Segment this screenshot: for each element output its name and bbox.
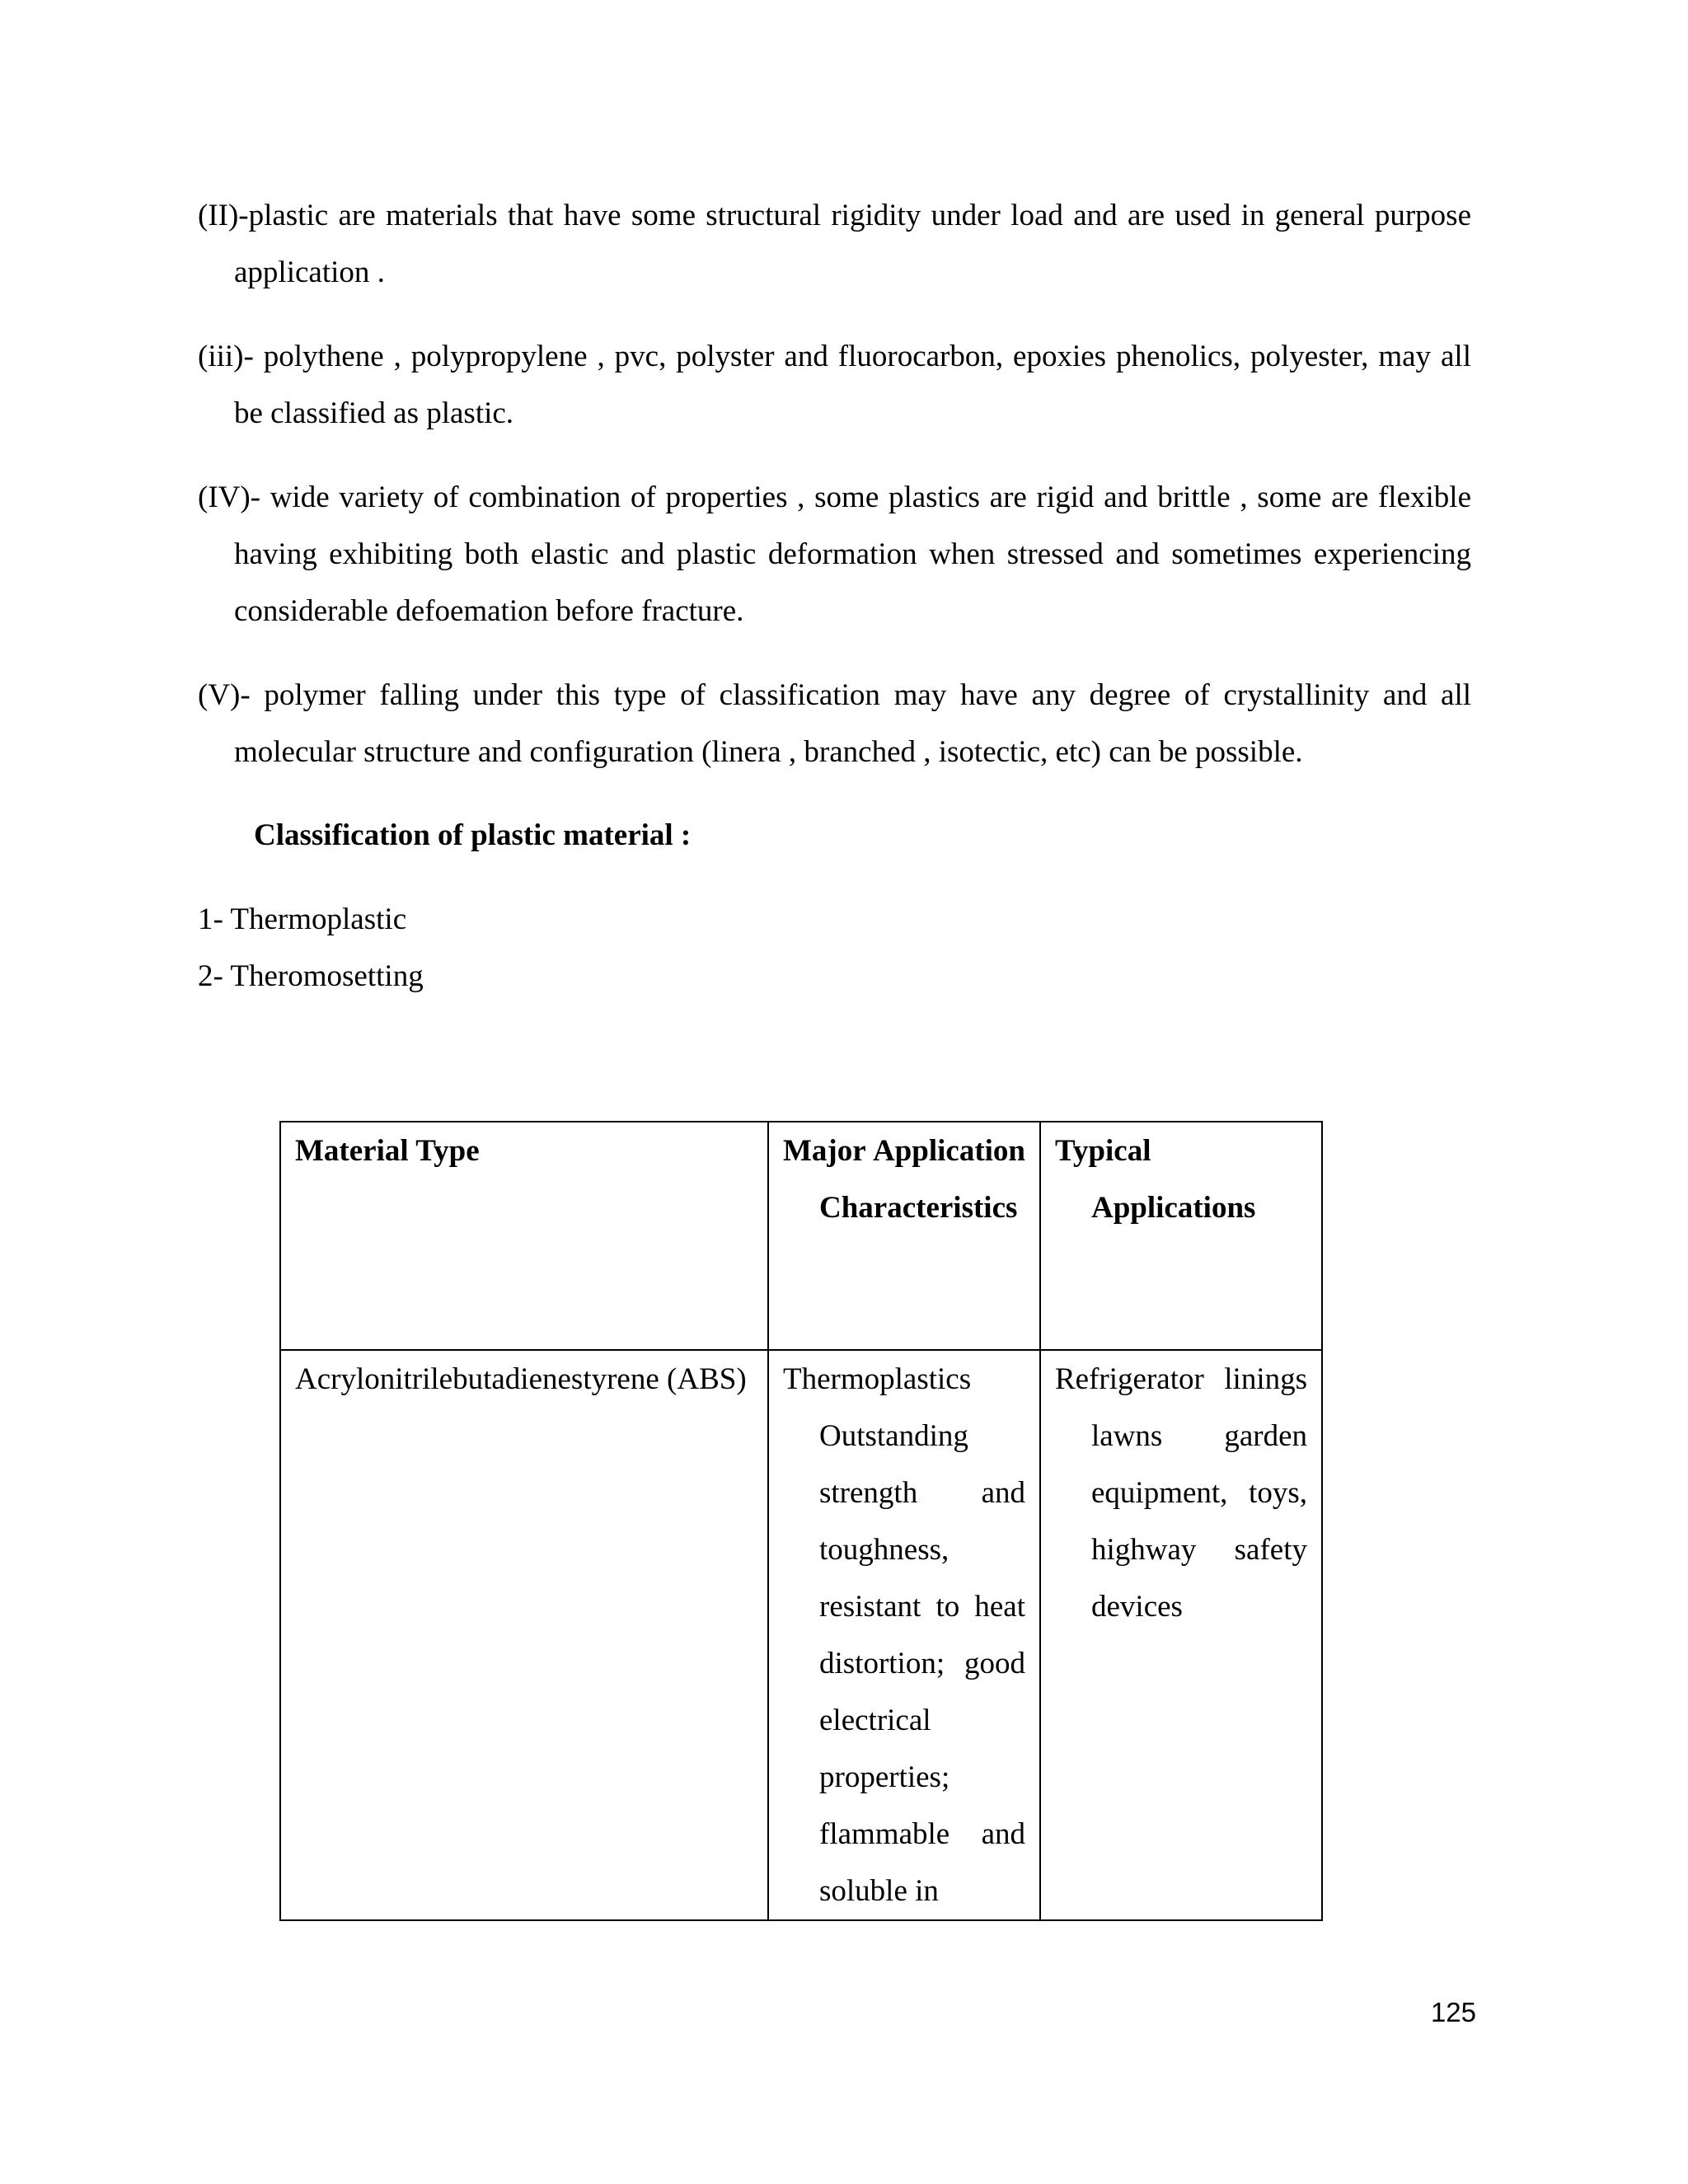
material-name: Acrylonitrilebutadienestyrene (ABS): [295, 1362, 747, 1396]
page-number: 125: [1430, 1997, 1476, 2027]
header-typical-applications: [1040, 1122, 1322, 1350]
cell-applications: [1040, 1350, 1322, 1920]
cell-material: [280, 1350, 768, 1920]
header-material-type: [280, 1122, 768, 1350]
section-heading: Classification of plastic material :: [254, 818, 692, 852]
list-item-thermosetting: 2- Theromosetting: [198, 959, 424, 993]
table-header-row: [280, 1122, 1322, 1350]
list-item-thermoplastic: 1- Thermoplastic: [198, 902, 407, 936]
header-material-type-label: Material Type: [295, 1134, 480, 1168]
header-major-application-label: Major Application Characteristics: [783, 1134, 1025, 1225]
material-characteristics: Thermoplastics Outstanding strength and toughness, resistant to heat distortion; good electrical properties; flammable and soluble in: [783, 1362, 1025, 1908]
material-applications: Refrigerator linings lawns garden equipment, toys, highway safety devices: [1055, 1362, 1307, 1624]
table-row: [280, 1350, 1322, 1920]
paragraph-v: (V)- polymer falling under this type of classification may have any degree of crystallinity and all molecular structure and configuration (linera , branched , isotectic, etc) can be possible.: [198, 678, 1471, 769]
header-typical-applications-label: Typical Applications: [1055, 1134, 1256, 1225]
paragraph-iii: (iii)- polythene , polypropylene , pvc, polyster and fluorocarbon, epoxies phenolics, polyester, may all be classified as plastic.: [198, 340, 1471, 430]
header-major-application: [768, 1122, 1040, 1350]
cell-characteristics: [768, 1350, 1040, 1920]
material-table: [279, 1121, 1323, 1921]
paragraph-ii: (II)-plastic are materials that have some structural rigidity under load and are used in general purpose application .: [198, 199, 1471, 289]
paragraph-iv: (IV)- wide variety of combination of properties , some plastics are rigid and brittle , some are flexible having exhibiting both elastic and plastic deformation when stressed and sometimes experiencing considerable defoemation before fracture.: [198, 480, 1471, 628]
